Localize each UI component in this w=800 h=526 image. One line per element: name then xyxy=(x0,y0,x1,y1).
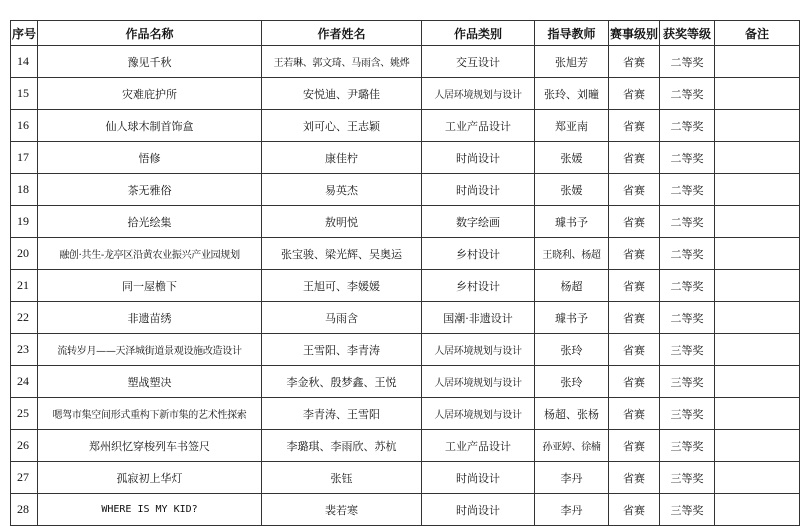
cell-author: 敖明悦 xyxy=(262,206,422,238)
cell-note xyxy=(715,430,800,462)
award-table-container xyxy=(10,20,800,526)
cell-award: 二等奖 xyxy=(660,78,715,110)
table-row xyxy=(11,430,800,462)
table-row xyxy=(11,174,800,206)
cell-teacher: 张玲 xyxy=(535,334,609,366)
cell-title: 孤寂初上华灯 xyxy=(38,462,262,494)
cell-award: 二等奖 xyxy=(660,46,715,78)
cell-author: 李青涛、王雪阳 xyxy=(262,398,422,430)
cell-level: 省赛 xyxy=(609,142,660,174)
cell-category: 时尚设计 xyxy=(422,142,535,174)
table-row xyxy=(11,366,800,398)
cell-author: 王若琳、郭文琦、马雨含、姚烨 xyxy=(262,46,422,78)
cell-level: 省赛 xyxy=(609,398,660,430)
cell-title: 郑州织忆穿梭列车书签尺 xyxy=(38,430,262,462)
cell-author: 王雪阳、李青涛 xyxy=(262,334,422,366)
cell-seq: 17 xyxy=(11,142,38,174)
cell-title: 嗯驾市集空间形式重构下新市集的艺术性探索 xyxy=(38,398,262,430)
cell-author: 张钰 xyxy=(262,462,422,494)
header-title: 作品名称 xyxy=(38,21,262,46)
cell-award: 二等奖 xyxy=(660,206,715,238)
cell-category: 时尚设计 xyxy=(422,494,535,526)
cell-teacher: 璩书予 xyxy=(535,206,609,238)
table-row xyxy=(11,462,800,494)
cell-category: 数字绘画 xyxy=(422,206,535,238)
cell-note xyxy=(715,462,800,494)
cell-seq: 18 xyxy=(11,174,38,206)
cell-author: 张宝骏、梁光辉、吴奥运 xyxy=(262,238,422,270)
header-seq: 序号 xyxy=(11,21,38,46)
cell-teacher: 张玲、刘曈 xyxy=(535,78,609,110)
cell-award: 二等奖 xyxy=(660,302,715,334)
cell-author: 易英杰 xyxy=(262,174,422,206)
table-row xyxy=(11,110,800,142)
cell-teacher: 璩书予 xyxy=(535,302,609,334)
cell-author: 李金秋、殷梦鑫、王悦 xyxy=(262,366,422,398)
cell-author: 李璐琪、李雨欣、苏杭 xyxy=(262,430,422,462)
cell-award: 三等奖 xyxy=(660,494,715,526)
cell-seq: 14 xyxy=(11,46,38,78)
cell-title: 茶无雅俗 xyxy=(38,174,262,206)
cell-award: 三等奖 xyxy=(660,398,715,430)
cell-category: 工业产品设计 xyxy=(422,110,535,142)
cell-level: 省赛 xyxy=(609,78,660,110)
cell-award: 三等奖 xyxy=(660,334,715,366)
cell-award: 二等奖 xyxy=(660,110,715,142)
cell-level: 省赛 xyxy=(609,174,660,206)
table-row xyxy=(11,206,800,238)
cell-title: 同一屋檐下 xyxy=(38,270,262,302)
cell-category: 人居环境规划与设计 xyxy=(422,366,535,398)
cell-level: 省赛 xyxy=(609,270,660,302)
cell-category: 人居环境规划与设计 xyxy=(422,398,535,430)
cell-note xyxy=(715,238,800,270)
cell-level: 省赛 xyxy=(609,334,660,366)
table-row xyxy=(11,142,800,174)
award-table xyxy=(10,20,800,526)
cell-award: 二等奖 xyxy=(660,174,715,206)
cell-teacher: 孙亚婷、徐楠 xyxy=(535,430,609,462)
cell-award: 二等奖 xyxy=(660,142,715,174)
cell-seq: 24 xyxy=(11,366,38,398)
header-award: 获奖等级 xyxy=(660,21,715,46)
cell-note xyxy=(715,398,800,430)
cell-award: 三等奖 xyxy=(660,366,715,398)
cell-title: 流转岁月——天泽城街道景观设施改造设计 xyxy=(38,334,262,366)
cell-seq: 20 xyxy=(11,238,38,270)
cell-seq: 25 xyxy=(11,398,38,430)
cell-teacher: 王晓利、杨超 xyxy=(535,238,609,270)
table-row xyxy=(11,302,800,334)
cell-category: 时尚设计 xyxy=(422,462,535,494)
cell-level: 省赛 xyxy=(609,302,660,334)
cell-note xyxy=(715,206,800,238)
cell-category: 人居环境规划与设计 xyxy=(422,334,535,366)
cell-seq: 16 xyxy=(11,110,38,142)
cell-note xyxy=(715,494,800,526)
cell-category: 国潮·非遗设计 xyxy=(422,302,535,334)
cell-level: 省赛 xyxy=(609,110,660,142)
cell-level: 省赛 xyxy=(609,366,660,398)
cell-level: 省赛 xyxy=(609,206,660,238)
header-row xyxy=(11,21,800,46)
cell-category: 人居环境规划与设计 xyxy=(422,78,535,110)
cell-award: 三等奖 xyxy=(660,462,715,494)
cell-title: 融创·共生-龙亭区沿黄农业振兴产业园规划 xyxy=(38,238,262,270)
cell-author: 马雨含 xyxy=(262,302,422,334)
cell-level: 省赛 xyxy=(609,238,660,270)
cell-author: 安悦迪、尹璐佳 xyxy=(262,78,422,110)
cell-note xyxy=(715,78,800,110)
cell-title: 拾光绘集 xyxy=(38,206,262,238)
cell-category: 乡村设计 xyxy=(422,238,535,270)
cell-level: 省赛 xyxy=(609,494,660,526)
cell-teacher: 李丹 xyxy=(535,462,609,494)
cell-author: 王旭可、李媛媛 xyxy=(262,270,422,302)
cell-teacher: 张旭芳 xyxy=(535,46,609,78)
cell-author: 康佳柠 xyxy=(262,142,422,174)
header-level: 赛事级别 xyxy=(609,21,660,46)
header-teacher: 指导教师 xyxy=(535,21,609,46)
cell-note xyxy=(715,366,800,398)
cell-seq: 23 xyxy=(11,334,38,366)
cell-seq: 15 xyxy=(11,78,38,110)
table-row xyxy=(11,494,800,526)
cell-teacher: 郑亚南 xyxy=(535,110,609,142)
cell-seq: 22 xyxy=(11,302,38,334)
cell-note xyxy=(715,270,800,302)
cell-level: 省赛 xyxy=(609,430,660,462)
cell-teacher: 李丹 xyxy=(535,494,609,526)
cell-category: 乡村设计 xyxy=(422,270,535,302)
cell-seq: 27 xyxy=(11,462,38,494)
cell-award: 二等奖 xyxy=(660,270,715,302)
cell-seq: 26 xyxy=(11,430,38,462)
cell-level: 省赛 xyxy=(609,46,660,78)
cell-level: 省赛 xyxy=(609,462,660,494)
header-note: 备注 xyxy=(715,21,800,46)
cell-title: 非遗苗绣 xyxy=(38,302,262,334)
cell-award: 三等奖 xyxy=(660,430,715,462)
cell-seq: 28 xyxy=(11,494,38,526)
cell-seq: 19 xyxy=(11,206,38,238)
table-row xyxy=(11,398,800,430)
cell-title: 仙人球木制首饰盒 xyxy=(38,110,262,142)
cell-category: 时尚设计 xyxy=(422,174,535,206)
cell-note xyxy=(715,302,800,334)
table-row xyxy=(11,270,800,302)
cell-title: 豫见千秋 xyxy=(38,46,262,78)
cell-note xyxy=(715,110,800,142)
cell-note xyxy=(715,334,800,366)
cell-teacher: 杨超 xyxy=(535,270,609,302)
header-author: 作者姓名 xyxy=(262,21,422,46)
header-category: 作品类别 xyxy=(422,21,535,46)
cell-title: 灾难庇护所 xyxy=(38,78,262,110)
cell-teacher: 张媛 xyxy=(535,174,609,206)
table-row xyxy=(11,238,800,270)
cell-title: 塑战塑决 xyxy=(38,366,262,398)
cell-title: WHERE IS MY KID? xyxy=(38,494,262,526)
cell-teacher: 张媛 xyxy=(535,142,609,174)
table-row xyxy=(11,334,800,366)
cell-author: 刘可心、王志颖 xyxy=(262,110,422,142)
table-row xyxy=(11,46,800,78)
cell-seq: 21 xyxy=(11,270,38,302)
cell-title: 悟修 xyxy=(38,142,262,174)
cell-teacher: 杨超、张杨 xyxy=(535,398,609,430)
cell-note xyxy=(715,142,800,174)
cell-author: 裴若寒 xyxy=(262,494,422,526)
cell-teacher: 张玲 xyxy=(535,366,609,398)
cell-note xyxy=(715,46,800,78)
cell-award: 二等奖 xyxy=(660,238,715,270)
table-row xyxy=(11,78,800,110)
cell-category: 工业产品设计 xyxy=(422,430,535,462)
cell-note xyxy=(715,174,800,206)
cell-category: 交互设计 xyxy=(422,46,535,78)
